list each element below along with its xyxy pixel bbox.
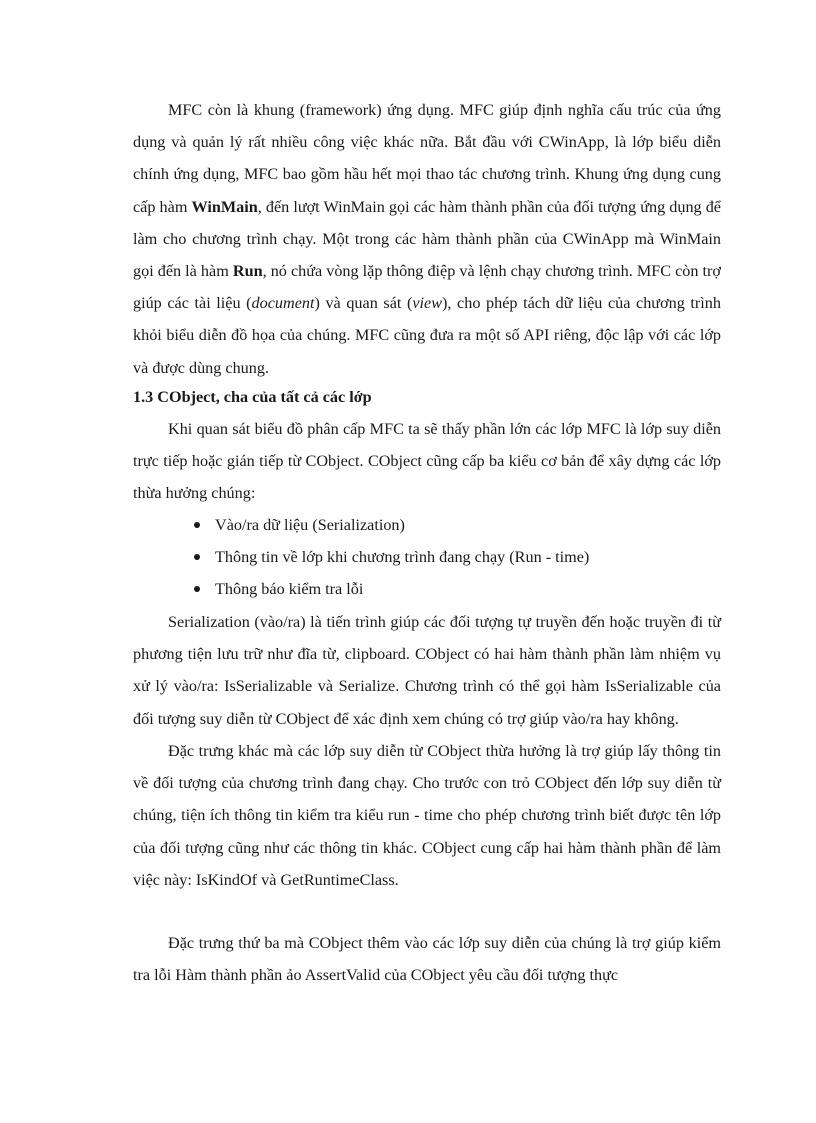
paragraph-runtime-info: Đặc trưng khác mà các lớp suy diễn từ CObject thừa hưởng là trợ giúp lấy thông tin về đối tượng của chương trình đang chạy. Cho trước con trỏ CObject đến lớp suy diễn từ chúng, tiện ích thông tin kiểm tra kiểu run - time cho phép chương trình biết được tên lớp của đối tượng cũng như các thông tin khác. CObject cung cấp hai hàm thành phần để làm việc này: IsKindOf và GetRuntimeClass. [133, 742, 721, 889]
list-item-text: Thông báo kiểm tra lỗi [215, 580, 364, 599]
section-heading: 1.3 CObject, cha của tất cả các lớp [133, 388, 372, 406]
bullet-icon [194, 554, 200, 560]
p1-text-2: , đến lượt WinMain gọi các hàm thành phần của đối tượng ứng dụng để làm cho chương trình chạy. Một trong các hàm thành phần của CWinApp mà WinMain gọi đến là hàm [133, 197, 721, 281]
p1-text-3: , nó chứa vòng lặp thông điệp và lệnh chạy chương trình. MFC còn trợ giúp các tài liệu ( [133, 262, 721, 313]
bullet-icon [194, 586, 200, 592]
p1-italic-view: view [412, 294, 443, 313]
list-item [133, 541, 721, 573]
feature-list [133, 509, 721, 606]
p1-bold-run: Run [232, 262, 263, 281]
p1-italic-document: document [251, 294, 315, 313]
list-item-text: Thông tin về lớp khi chương trình đang chạy (Run - time) [215, 548, 590, 567]
list-item-text: Vào/ra dữ liệu (Serialization) [215, 516, 405, 534]
p1-text-4: ) và quan sát ( [314, 294, 413, 313]
paragraph-cobject-intro: Khi quan sát biểu đồ phân cấp MFC ta sẽ thấy phần lớn các lớp MFC là lớp suy diễn trực tiếp hoặc gián tiếp từ CObject. CObject cũng cấp ba kiểu cơ bản để xây dựng các lớp thừa hưởng chúng: [133, 420, 721, 503]
p1-bold-winmain: WinMain [191, 197, 258, 216]
list-item [133, 509, 721, 541]
p1-text-1: MFC còn là khung (framework) ứng dụng. MFC giúp định nghĩa cấu trúc của ứng dụng và quản lý rất nhiều công việc khác nữa. Bắt đầu với CWinApp, là lớp biểu diễn chính ứng dụng, MFC bao gồm hầu hết mọi thao tác chương trình. Khung ứng dụng cung cấp hàm [133, 101, 721, 216]
bullet-icon [194, 522, 200, 528]
p1-text-5: ), cho phép tách dữ liệu của chương trình khỏi biểu diễn đồ họa của chúng. MFC cũng đưa ra một số API riêng, độc lập với các lớp và được dùng chung. [133, 294, 721, 377]
paragraph-mfc-framework [133, 94, 721, 384]
paragraph-error-checking: Đặc trưng thứ ba mà CObject thêm vào các lớp suy diễn của chúng là trợ giúp kiểm tra lỗi Hàm thành phần ảo AssertValid của CObject yêu cầu đối tượng thực [133, 934, 721, 985]
paragraph-serialization: Serialization (vào/ra) là tiến trình giúp các đối tượng tự truyền đến hoặc truyền đi từ phương tiện lưu trữ như đĩa từ, clipboard. CObject có hai hàm thành phần làm nhiệm vụ xử lý vào/ra: IsSerializable và Serialize. Chương trình có thể gọi hàm IsSerializable của đối tượng suy diễn từ CObject để xác định xem chúng có trợ giúp vào/ra hay không. [133, 613, 721, 728]
list-item [133, 573, 721, 605]
